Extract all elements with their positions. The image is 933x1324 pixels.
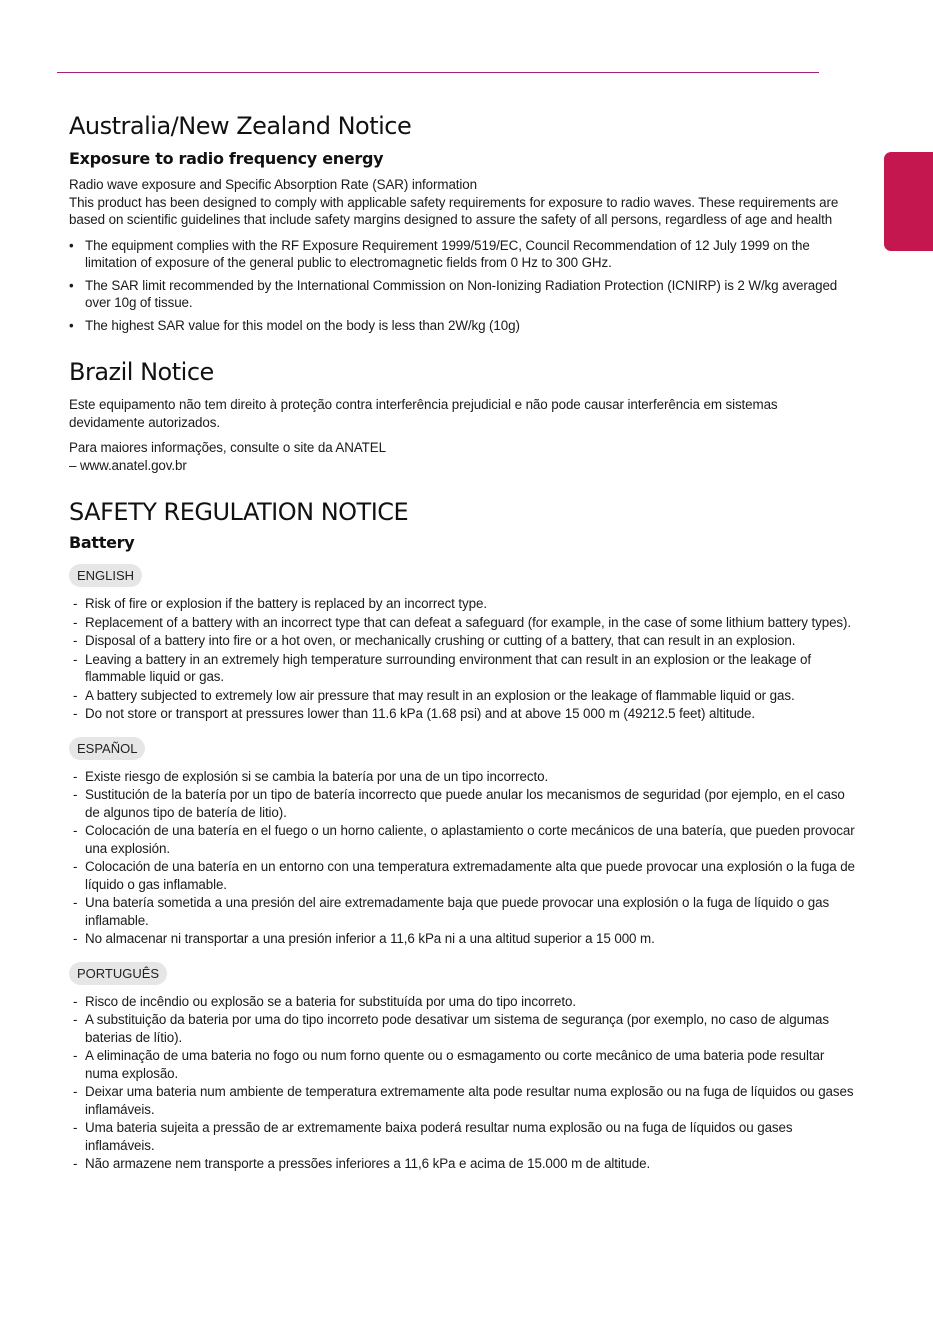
list-item: - Existe riesgo de explosión si se cambia la batería por una de un tipo incorrecto.: [69, 768, 855, 786]
australia-subtitle: Exposure to radio frequency energy: [69, 149, 384, 168]
list-item: • The highest SAR value for this model on the body is less than 2W/kg (10g): [69, 317, 855, 335]
list-item: - A battery subjected to extremely low air pressure that may result in an explosion or the leakage of flammable liquid or gas.: [69, 687, 855, 705]
list-item: - Risco de incêndio ou explosão se a bateria for substituída por uma do tipo incorreto.: [69, 993, 855, 1011]
page-content: [69, 110, 855, 1174]
spanish-section: [69, 737, 855, 948]
australia-title: Australia/New Zealand Notice: [69, 112, 412, 140]
brazil-website: – www.anatel.gov.br: [69, 457, 187, 473]
australia-bullet-list: [69, 237, 855, 335]
list-item: - Una batería sometida a una presión del aire extremadamente baja que puede provocar una explosión o la fuga de líquido o gas inflamable.: [69, 894, 855, 929]
english-list: [69, 595, 855, 723]
brazil-paragraph: Este equipamento não tem direito à proteção contra interferência prejudicial e não pode causar interferência em sistemas devidamente autorizados.: [69, 397, 778, 430]
list-item: - Risk of fire or explosion if the battery is replaced by an incorrect type.: [69, 595, 855, 613]
portuguese-list: [69, 993, 855, 1173]
list-item: - A substituição da bateria por uma do tipo incorreto pode desativar um sistema de segurança (por exemplo, no caso de algumas baterias de lítio).: [69, 1011, 855, 1046]
list-item: - Replacement of a battery with an incorrect type that can defeat a safeguard (for example, in the case of some lithium battery types).: [69, 614, 855, 632]
list-item: - Uma bateria sujeita a pressão de ar extremamente baixa poderá resultar numa explosão ou na fuga de líquidos ou gases inflamáveis.: [69, 1119, 855, 1154]
spanish-list: [69, 768, 855, 948]
list-item: - Disposal of a battery into fire or a hot oven, or mechanically crushing or cutting of a battery, that can result in an explosion.: [69, 632, 855, 650]
english-section: [69, 564, 855, 723]
language-tab-marker: [884, 152, 933, 251]
safety-title: SAFETY REGULATION NOTICE: [69, 498, 409, 526]
australia-intro-line1: Radio wave exposure and Specific Absorption Rate (SAR) information: [69, 177, 477, 192]
list-item: - Deixar uma bateria num ambiente de temperatura extremamente alta pode resultar numa explosão ou na fuga de líquidos ou gases inflamáveis.: [69, 1083, 855, 1118]
brazil-info-line: Para maiores informações, consulte o site da ANATEL: [69, 440, 386, 455]
list-item: • The equipment complies with the RF Exposure Requirement 1999/519/EC, Council Recommendation of 12 July 1999 on the limitation of exposure of the general public to electromagnetic fields from 0 Hz to 300 GHz.: [69, 237, 855, 272]
list-item: - Colocación de una batería en un entorno con una temperatura extremadamente alta que puede provocar una explosión o la fuga de líquido o gas inflamable.: [69, 858, 855, 893]
list-item: - A eliminação de uma bateria no fogo ou num forno quente ou o esmagamento ou corte mecânico de uma bateria pode resultar numa explosão.: [69, 1047, 855, 1082]
australia-intro-line2: This product has been designed to comply with applicable safety requirements for exposure to radio waves. These requirements are based on scientific guidelines that include safety margins designed to assure the safety of all persons, regardless of age and health: [69, 194, 839, 227]
list-item: - Colocación de una batería en el fuego o un horno caliente, o aplastamiento o corte mecánicos de una batería, que pueden provocar una explosión.: [69, 822, 855, 857]
spanish-label: ESPAÑOL: [69, 737, 145, 760]
portuguese-label: PORTUGUÊS: [69, 962, 167, 985]
list-item: - Não armazene nem transporte a pressões inferiores a 11,6 kPa e acima de 15.000 m de altitude.: [69, 1155, 855, 1173]
list-item: • The SAR limit recommended by the International Commission on Non-Ionizing Radiation Protection (ICNIRP) is 2 W/kg averaged over 10g of tissue.: [69, 277, 855, 312]
english-label: ENGLISH: [69, 564, 142, 587]
brazil-title: Brazil Notice: [69, 358, 214, 386]
portuguese-section: [69, 962, 855, 1173]
battery-subtitle: Battery: [69, 533, 135, 552]
list-item: - Do not store or transport at pressures lower than 11.6 kPa (1.68 psi) and at above 15 000 m (49212.5 feet) altitude.: [69, 705, 855, 723]
header-rule: [57, 72, 819, 73]
list-item: - No almacenar ni transportar a una presión inferior a 11,6 kPa ni a una altitud superior a 15 000 m.: [69, 930, 855, 948]
list-item: - Leaving a battery in an extremely high temperature surrounding environment that can result in an explosion or the leakage of flammable liquid or gas.: [69, 651, 855, 686]
list-item: - Sustitución de la batería por un tipo de batería incorrecto que puede anular los mecanismos de seguridad (por ejemplo, en el caso de algunos tipo de batería de litio).: [69, 786, 855, 821]
